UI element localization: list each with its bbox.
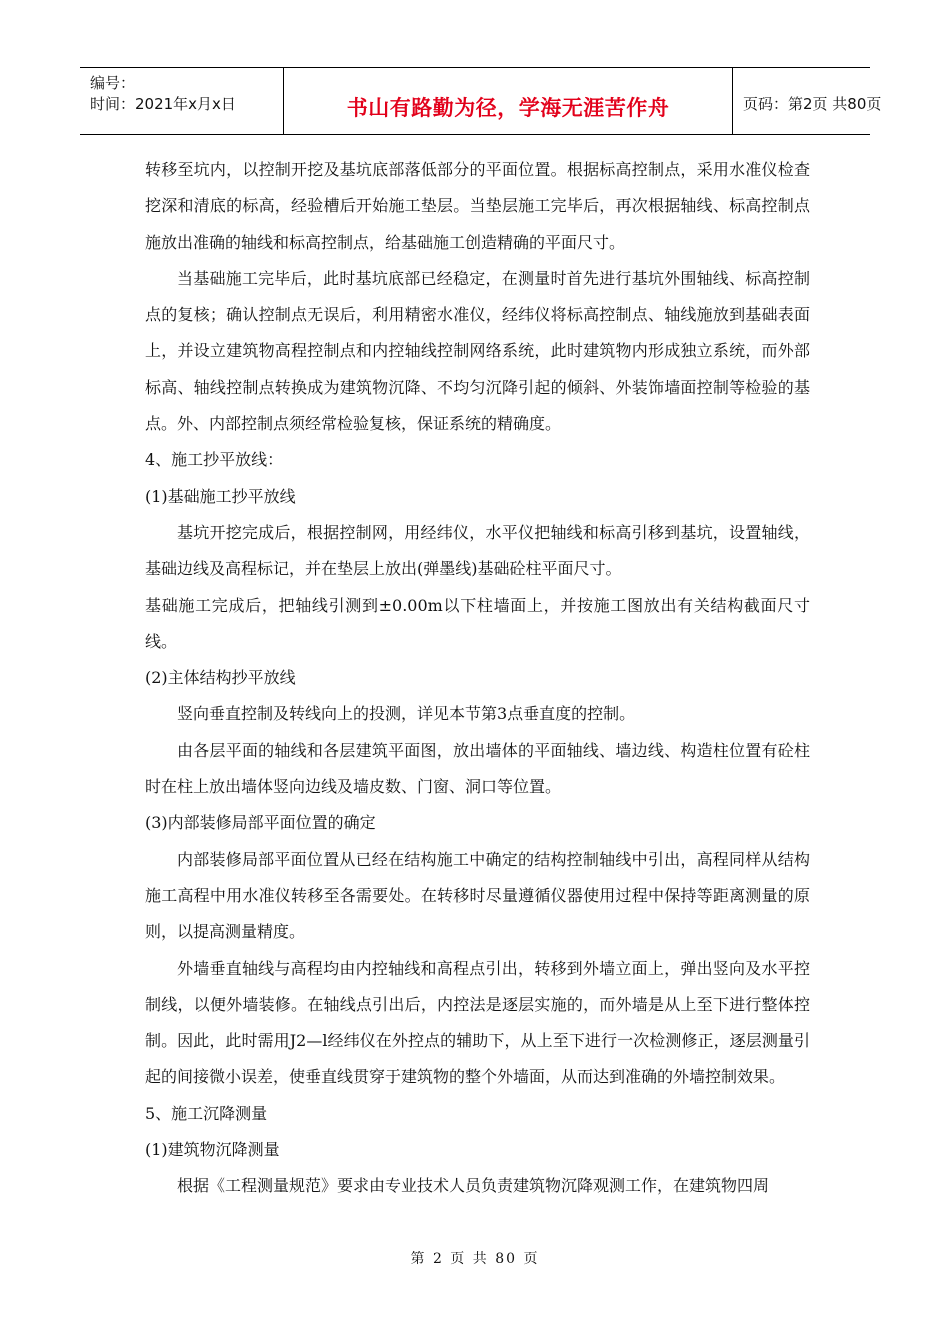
paragraph-foundation-complete: 当基础施工完毕后，此时基坑底部已经稳定，在测量时首先进行基坑外围轴线、标高控制点的复核；确认控制点无误后，利用精密水准仪，经纬仪将标高控制点、轴线施放到基础表面上，并设立建筑物高程控制点和内控轴线控制网络系统，此时建筑物内形成独立系统，而外部标高、轴线控制点转换成为建筑物沉降、不均匀沉降引起的倾斜、外装饰墙面控制等检验的基点。外、内部控制点须经常检验复核，保证系统的精确度。 (145, 268, 810, 434)
paragraph-interior-fitout: 内部装修局部平面位置从已经在结构施工中确定的结构控制轴线中引出，高程同样从结构施工高程中用水准仪转移至各需要处。在转移时尽量遵循仪器使用过程中保持等距离测量的原则，以提高测量精度。 (145, 849, 810, 942)
section-heading-4: 4、施工抄平放线： (145, 450, 284, 470)
paragraph-settlement-obs: 根据《工程测量规范》要求由专业技术人员负责建筑物沉降观测工作，在建筑物四周 (177, 1176, 770, 1196)
section-heading-5: 5、施工沉降测量 (145, 1103, 268, 1123)
subheading-4-2: (2)主体结构抄平放线 (145, 668, 296, 688)
paragraph-pit-excavation: 基坑开挖完成后，根据控制网，用经纬仪，水平仪把轴线和标高引移到基坑，设置轴线，基础边线及高程标记，并在垫层上放出(弹墨线)基础砼柱平面尺寸。 (145, 522, 810, 579)
page-footer: 第 2 页 共 80 页 (410, 1251, 540, 1267)
document-body (145, 152, 810, 1205)
header-meta (80, 68, 284, 134)
paragraph-continuation: 转移至坑内，以控制开挖及基坑底部落低部分的平面位置。根据标高控制点，采用水准仪检查挖深和清底的标高，经验槽后开始施工垫层。当垫层施工完毕后，再次根据轴线、标高控制点施放出准确的轴线和标高控制点，给基础施工创造精确的平面尺寸。 (145, 160, 810, 252)
header-date-label: 时间：2021年x月x日 (90, 95, 236, 113)
header-number-label: 编号： (90, 74, 136, 92)
paragraph-foundation-finished: 基础施工完成后，把轴线引测到±0.00m以下柱墙面上，并按施工图放出有关结构截面尺寸线。 (145, 595, 810, 651)
header-page-label: 页码：第2页 共80页 (743, 95, 882, 113)
subheading-4-1: (1)基础施工抄平放线 (145, 486, 296, 506)
subheading-4-3: (3)内部装修局部平面位置的确定 (145, 813, 376, 833)
paragraph-vertical-control: 竖向垂直控制及转线向上的投测，详见本节第3点垂直度的控制。 (177, 704, 636, 724)
page-header (80, 67, 882, 135)
header-motto: 书山有路勤为径，学海无涯苦作舟 (284, 68, 733, 134)
paragraph-exterior-wall: 外墙垂直轴线与高程均由内控轴线和高程点引出，转移到外墙立面上，弹出竖向及水平控制线，以便外墙装修。在轴线点引出后，内控法是逐层实施的，而外墙是从上至下进行整体控制。因此，此时需用J2—l经纬仪在外控点的辅助下，从上至下进行一次检测修正，逐层测量引起的间接微小误差，使垂直线贯穿于建筑物的整个外墙面，从而达到准确的外墙控制效果。 (145, 958, 810, 1087)
paragraph-floor-axis: 由各层平面的轴线和各层建筑平面图，放出墙体的平面轴线、墙边线、构造柱位置有砼柱时在柱上放出墙体竖向边线及墙皮数、门窗、洞口等位置。 (145, 740, 810, 797)
subheading-5-1: (1)建筑物沉降测量 (145, 1140, 280, 1160)
